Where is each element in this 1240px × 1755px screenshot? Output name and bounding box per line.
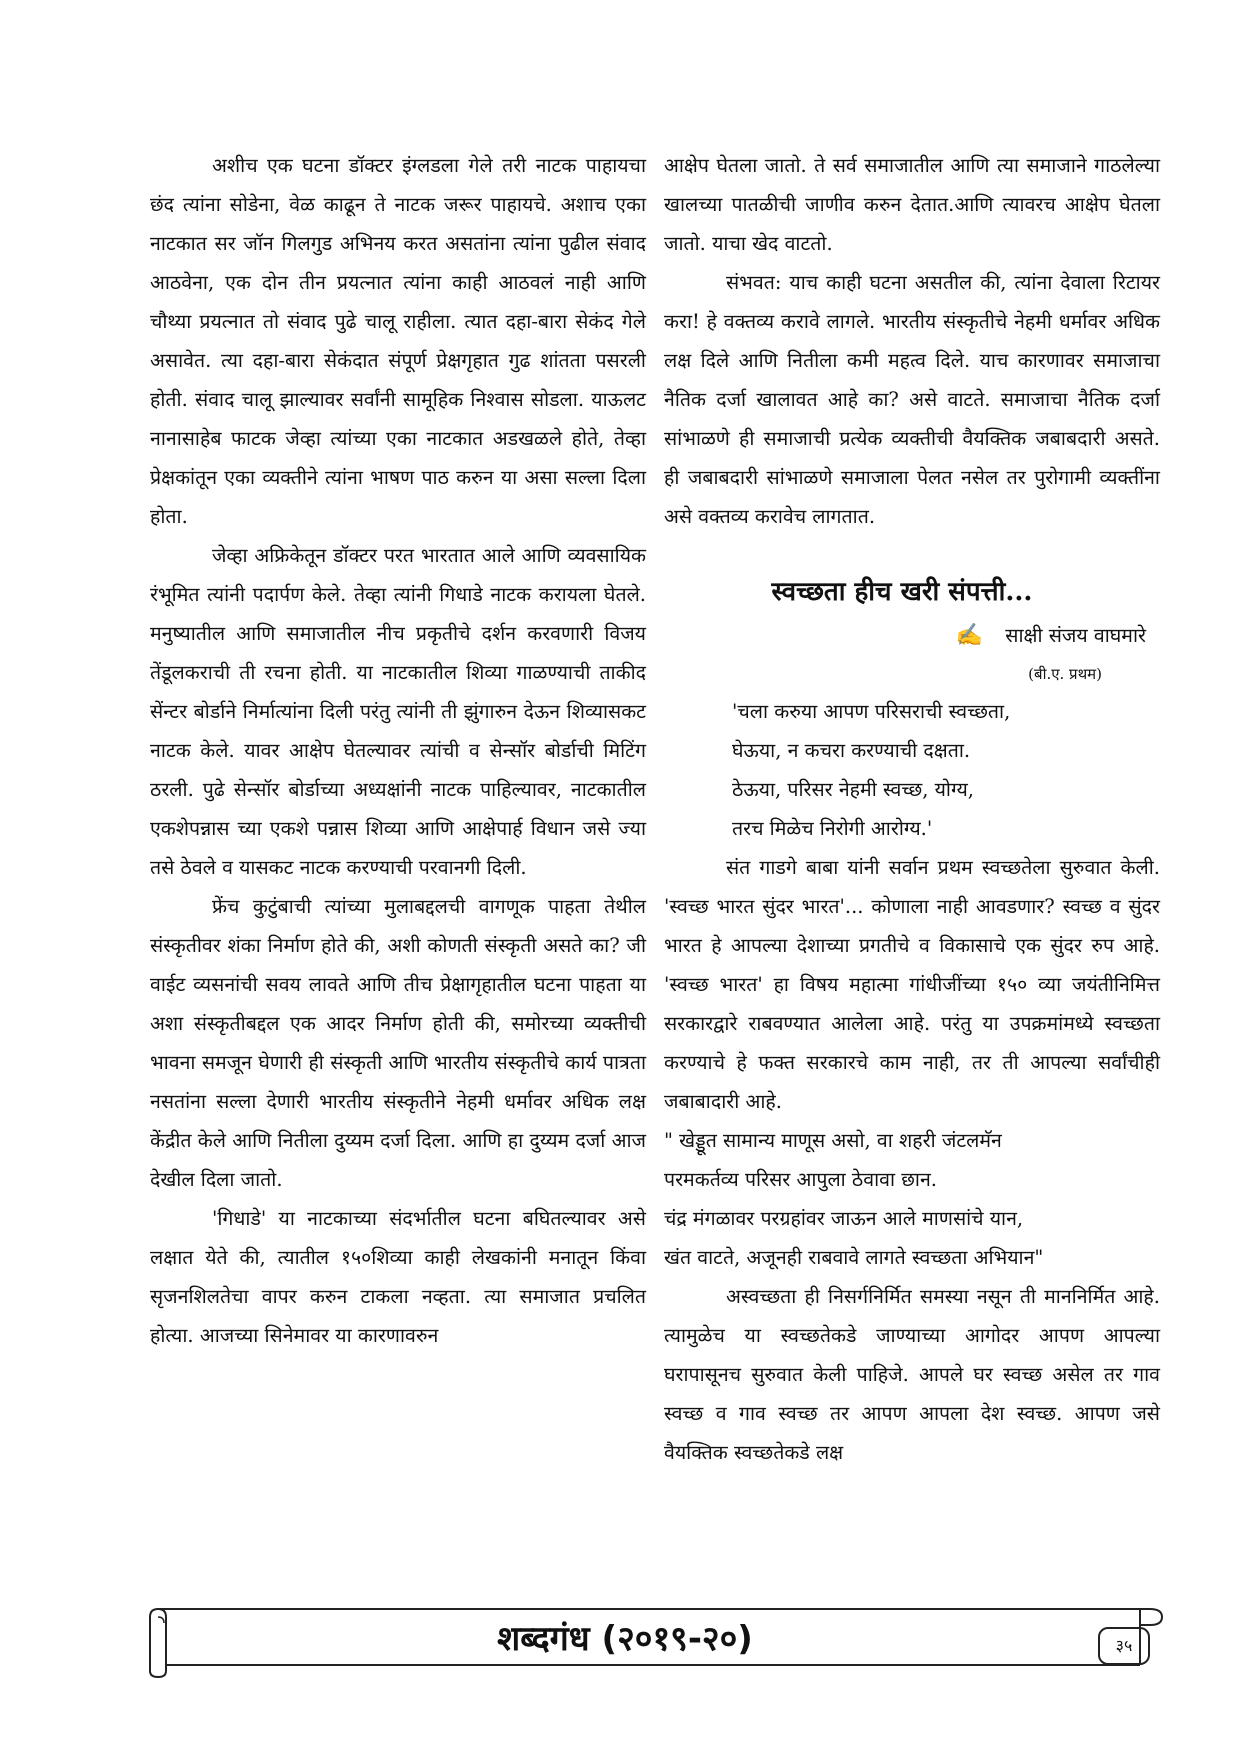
paragraph-continuation: आक्षेप घेतला जातो. ते सर्व समाजातील आणि त्या समाजाने गाठलेल्या खालच्या पातळीची जाणीव करुन देतात.आणि त्यावरच आक्षेप घेतला जातो. याचा खेद वाटतो.	[664, 154, 1160, 255]
paragraph: फ्रेंच कुटुंबाची त्यांच्या मुलाबद्दलची वागणूक पाहता तेथील संस्कृतीवर शंका निर्माण होते की, अशी कोणती संस्कृती असते का? जी वाईट व्यसनांची सवय लावते आणि तीच प्रेक्षागृहातील घटना पाहता या अशा संस्कृतीबद्दल एक आदर निर्माण होती की, समोरच्या व्यक्तीची भावना समजून घेणारी ही संस्कृती आणि भारतीय संस्कृतीचे कार्य पात्रता नसतांना सल्ला देणारी भारतीय संस्कृतीने नेहमी धर्मावर अधिक लक्ष केंद्रीत केले आणि नितीला दुय्यम दर्जा दिला. आणि हा दुय्यम दर्जा आज देखील दिला जातो.	[150, 895, 646, 1191]
author-name: साक्षी संजय वाघमारे	[1005, 624, 1146, 647]
poem-block	[664, 692, 1160, 848]
footer-title: शब्दगंध (२०१९-२०)	[497, 1619, 753, 1659]
quote-line: परमकर्तव्य परिसर आपुला ठेवावा छान.	[664, 1168, 937, 1191]
quote-block	[664, 1121, 1160, 1277]
author-line	[664, 616, 1160, 656]
right-column	[664, 146, 1160, 1472]
paragraph: जेव्हा अफ्रिकेतून डॉक्टर परत भारतात आले आणि व्यवसायिक रंभूमित त्यांनी पदार्पण केले. तेव्हा त्यांनी गिधाडे नाटक करायला घेतले. मनुष्यातील आणि समाजातील नीच प्रकृतीचे दर्शन करवणारी विजय तेंडूलकराची ती रचना होती. या नाटकातील शिव्या गाळण्याची ताकीद सेंन्टर बोर्डाने निर्मात्यांना दिली परंतु त्यांनी ती झुंगारुन देऊन शिव्यासकट नाटक केले. यावर आक्षेप घेतल्यावर त्यांची व सेन्सॉर बोर्डाची मिटिंग ठरली. पुढे सेन्सॉर बोर्डाच्या अध्यक्षांनी नाटक पाहिल्यावर, नाटकातील एकशेपन्नास च्या एकशे पन्नास शिव्या आणि आक्षेपार्ह विधान जसे ज्या तसे ठेवले व यासकट नाटक करण्याची परवानगी दिली.	[150, 544, 646, 879]
poem-line: ठेऊया, परिसर नेहमी स्वच्छ, योग्य,	[732, 778, 974, 801]
paragraph: अशीच एक घटना डॉक्टर इंग्लडला गेले तरी नाटक पाहायचा छंद त्यांना सोडेना, वेळ काढून ते नाटक जरूर पाहायचे. अशाच एका नाटकात सर जॉन गिलगुड अभिनय करत असतांना त्यांना पुढील संवाद आठवेना, एक दोन तीन प्रयत्नात त्यांना काही आठवलं नाही आणि चौथ्या प्रयत्नात तो संवाद पुढे चालू राहीला. त्यात दहा-बारा सेकंद गेले असावेत. त्या दहा-बारा सेकंदात संपूर्ण प्रेक्षगृहात गुढ शांतता पसरली होती. संवाद चालू झाल्यावर सर्वांनी सामूहिक निश्वास सोडला. याऊलट नानासाहेब फाटक जेव्हा त्यांच्या एका नाटकात अडखळले होते, तेव्हा प्रेक्षकांतून एका व्यक्तीने त्यांना भाषण पाठ करुन या असा सल्ला दिला होता.	[150, 154, 646, 528]
paragraph: संभवत: याच काही घटना असतील की, त्यांना देवाला रिटायर करा! हे वक्तव्य करावे लागले. भारतीय संस्कृतीचे नेहमी धर्मावर अधिक लक्ष दिले आणि नितीला कमी महत्व दिले. याच कारणावर समाजाचा नैतिक दर्जा खालावत आहे का? असे वाटते. समाजाचा नैतिक दर्जा सांभाळणे ही समाजाची प्रत्येक व्यक्तीची वैयक्तिक जबाबदारी असते. ही जबाबदारी सांभाळणे समाजाला पेलत नसेल तर पुरोगामी व्यक्तींना असे वक्तव्य करावेच लागतात.	[664, 271, 1160, 528]
article-heading: स्वच्छता हीच खरी संपत्ती...	[771, 577, 1033, 607]
pen-icon: ✍	[955, 623, 984, 648]
paragraph: संत गाडगे बाबा यांनी सर्वान प्रथम स्वच्छतेला सुरुवात केली. 'स्वच्छ भारत सुंदर भारत'... कोणाला नाही आवडणार? स्वच्छ व सुंदर भारत हे आपल्या देशाच्या प्रगतीचे व विकासाचे एक सुंदर रुप आहे. 'स्वच्छ भारत' हा विषय महात्मा गांधीजींच्या १५० व्या जयंतीनिमित्त सरकारद्वारे राबवण्यात आलेला आहे. परंतु या उपक्रमांमध्ये स्वच्छता करण्याचे हे फक्त सरकारचे काम नाही, तर ती आपल्या सर्वांचीही जबाबादारी आहे.	[664, 856, 1160, 1113]
quote-line: " खेड्डूत सामान्य माणूस असो, वा शहरी जंटलमॅन	[664, 1129, 1002, 1152]
left-column	[150, 146, 646, 1355]
paragraph: अस्वच्छता ही निसर्गनिर्मित समस्या नसून ती माननिर्मित आहे. त्यामुळेच या स्वच्छतेकडे जाण्याच्या आगोदर आपण आपल्या घरापासूनच सुरुवात केली पाहिजे. आपले घर स्वच्छ असेल तर गाव स्वच्छ व गाव स्वच्छ तर आपण आपला देश स्वच्छ. आपण जसे वैयक्तिक स्वच्छतेकडे लक्ष	[664, 1285, 1160, 1464]
page-number: ३५	[1098, 1627, 1150, 1665]
paragraph: 'गिधाडे' या नाटकाच्या संदर्भातील घटना बघितल्यावर असे लक्षात येते की, त्यातील १५०शिव्या काही लेखकांनी मनातून किंवा सृजनशिलतेचा वापर करुन टाकला नव्हता. त्या समाजात प्रचलित होत्या. आजच्या सिनेमावर या कारणावरुन	[150, 1207, 646, 1347]
quote-line: चंद्र मंगळावर परग्रहांवर जाऊन आले माणसांचे यान,	[664, 1207, 1024, 1230]
poem-line: घेऊया, न कचरा करण्याची दक्षता.	[732, 739, 971, 762]
quote-line: खंत वाटते, अजूनही राबवावे लागते स्वच्छता अभियान"	[664, 1246, 1044, 1269]
poem-line: तरच मिळेच निरोगी आरोग्य.'	[732, 817, 933, 840]
footer-banner	[140, 1605, 1170, 1679]
author-class: (बी.ए. प्रथम)	[1028, 665, 1102, 683]
poem-line: 'चला करुया आपण परिसराची स्वच्छता,	[732, 700, 1011, 723]
